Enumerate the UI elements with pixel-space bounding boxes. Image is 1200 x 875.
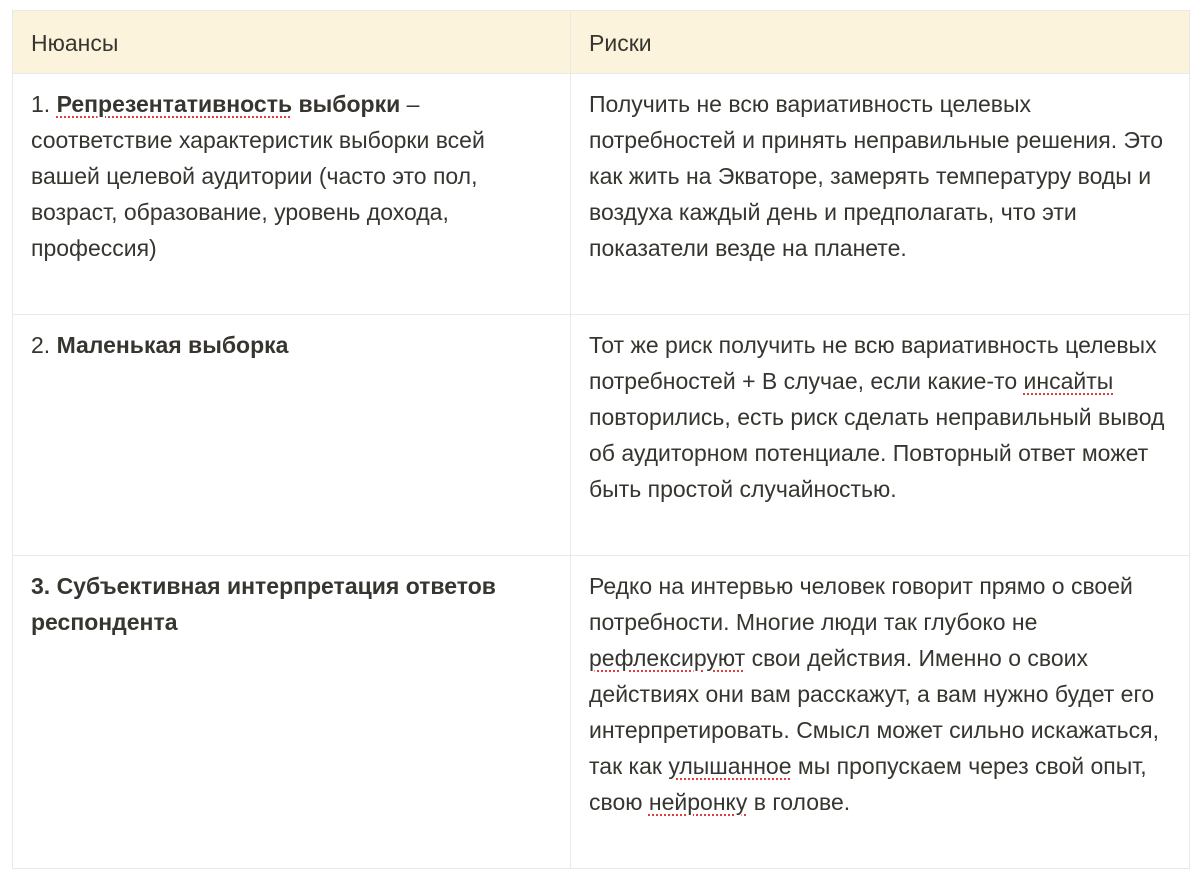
risk-text: повторились, есть риск сделать неправильный вывод об аудиторном потенциале. Повторный ответ может быть простой случайностью.: [589, 404, 1165, 502]
risk-cell-subjective-interpretation[interactable]: [571, 556, 1190, 869]
table-row: [13, 74, 1190, 315]
row-number: 2.: [31, 332, 51, 358]
spellcheck-flagged-word[interactable]: рефлексируют: [589, 645, 746, 671]
risk-text: Получить не всю вариативность целевых потребностей и принять неправильные решения. Это как жить на Экваторе, замерять температуру воды и воздуха каждый день и предполагать, что эти показатели везде на планете.: [589, 91, 1164, 261]
spellcheck-flagged-word[interactable]: инсайты: [1023, 368, 1114, 394]
risk-text: мы пропускаем через свой опыт, свою: [589, 753, 1147, 815]
risk-text: свои действия. Именно о своих действиях они вам расскажут, а вам нужно будет его интерпретировать. Смысл может сильно искажаться, так как: [589, 645, 1160, 779]
nuance-cell-subjective-interpretation[interactable]: [13, 556, 571, 869]
nuance-title: 3. Субъективная интерпретация ответов респондента: [31, 573, 496, 635]
nuances-risks-table: [12, 10, 1190, 869]
risk-text: Редко на интервью человек говорит прямо о своей потребности. Многие люди так глубоко не: [589, 573, 1133, 635]
nuance-description: соответствие характеристик выборки всей вашей целевой аудитории (часто это пол, возраст, образование, уровень дохода, профессия): [31, 127, 485, 261]
risk-text: Тот же риск получить не всю вариативность целевых потребностей + В случае, если какие-то: [589, 332, 1157, 394]
table-row: [13, 315, 1190, 556]
nuances-risks-table-container: [12, 10, 1189, 869]
header-nuances[interactable]: Нюансы: [13, 11, 571, 74]
nuance-title: [57, 91, 401, 117]
spellcheck-flagged-word[interactable]: Репрезентативность: [56, 91, 293, 117]
risk-cell-small-sample[interactable]: [571, 315, 1190, 556]
table-header-row: [13, 11, 1190, 74]
risk-text: в голове.: [753, 789, 851, 815]
risk-cell-representativeness[interactable]: [571, 74, 1190, 315]
nuance-cell-small-sample[interactable]: [13, 315, 571, 556]
row-number: 1.: [31, 91, 51, 117]
header-risks[interactable]: Риски: [571, 11, 1190, 74]
nuance-cell-representativeness[interactable]: [13, 74, 571, 315]
table-row: [13, 556, 1190, 869]
spellcheck-flagged-word[interactable]: улышанное: [668, 753, 792, 779]
nuance-title-rest: выборки: [298, 91, 401, 117]
nuance-title: Маленькая выборка: [56, 332, 289, 358]
spellcheck-flagged-word[interactable]: нейронку: [648, 789, 748, 815]
dash: –: [406, 91, 420, 117]
